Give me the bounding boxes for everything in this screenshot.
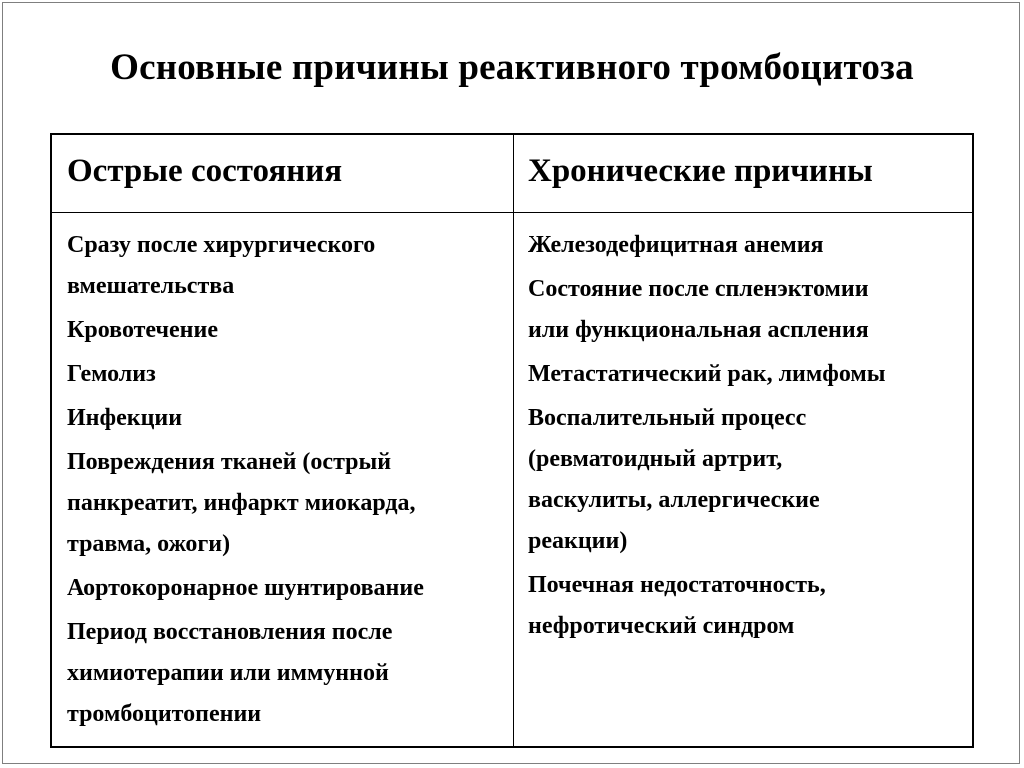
chronic-cause-item — [528, 354, 968, 395]
acute-column-header: Острые состояния — [67, 153, 343, 189]
chronic-cause-item — [528, 269, 968, 351]
acute-cause-item — [67, 354, 507, 395]
chronic-cause-line: Состояние после спленэктомии — [528, 276, 869, 302]
column-divider — [513, 135, 514, 746]
causes-table — [50, 133, 974, 748]
acute-cause-line: тромбоцитопении — [67, 701, 262, 727]
header-divider — [52, 212, 972, 213]
chronic-cause-line: или функциональная аспления — [528, 317, 869, 343]
acute-cause-line: Аортокоронарное шунтирование — [67, 575, 424, 601]
acute-cause-line: Кровотечение — [67, 317, 218, 343]
chronic-column-header: Хронические причины — [528, 153, 873, 189]
chronic-cause-line: нефротический синдром — [528, 613, 795, 639]
acute-cause-line: химиотерапии или иммунной — [67, 660, 389, 686]
chronic-cause-line: Воспалительный процесс — [528, 405, 807, 431]
acute-cause-line: травма, ожоги) — [67, 531, 231, 557]
acute-cause-line: Сразу после хирургического — [67, 232, 376, 258]
chronic-cause-line: Почечная недостаточность, — [528, 572, 826, 598]
acute-causes-list — [67, 225, 507, 738]
slide-title: Основные причины реактивного тромбоцитоза — [110, 47, 914, 88]
acute-cause-item — [67, 442, 507, 565]
chronic-cause-line: Метастатический рак, лимфомы — [528, 361, 886, 387]
chronic-causes-list — [528, 225, 968, 650]
acute-cause-item — [67, 310, 507, 351]
chronic-cause-item — [528, 225, 968, 266]
acute-cause-line: Повреждения тканей (острый — [67, 449, 392, 475]
chronic-cause-line: Железодефицитная анемия — [528, 232, 824, 258]
chronic-cause-line: васкулиты, аллергические — [528, 487, 820, 513]
chronic-cause-item — [528, 565, 968, 647]
acute-cause-line: Инфекции — [67, 405, 183, 431]
chronic-cause-line: (ревматоидный артрит, — [528, 446, 783, 472]
acute-cause-line: вмешательства — [67, 273, 235, 299]
acute-cause-line: Гемолиз — [67, 361, 156, 387]
acute-cause-item — [67, 225, 507, 307]
acute-cause-item — [67, 612, 507, 735]
acute-cause-item — [67, 398, 507, 439]
chronic-cause-line: реакции) — [528, 528, 628, 554]
acute-cause-line: Период восстановления после — [67, 619, 393, 645]
acute-cause-line: панкреатит, инфаркт миокарда, — [67, 490, 416, 516]
acute-cause-item — [67, 568, 507, 609]
chronic-cause-item — [528, 398, 968, 562]
